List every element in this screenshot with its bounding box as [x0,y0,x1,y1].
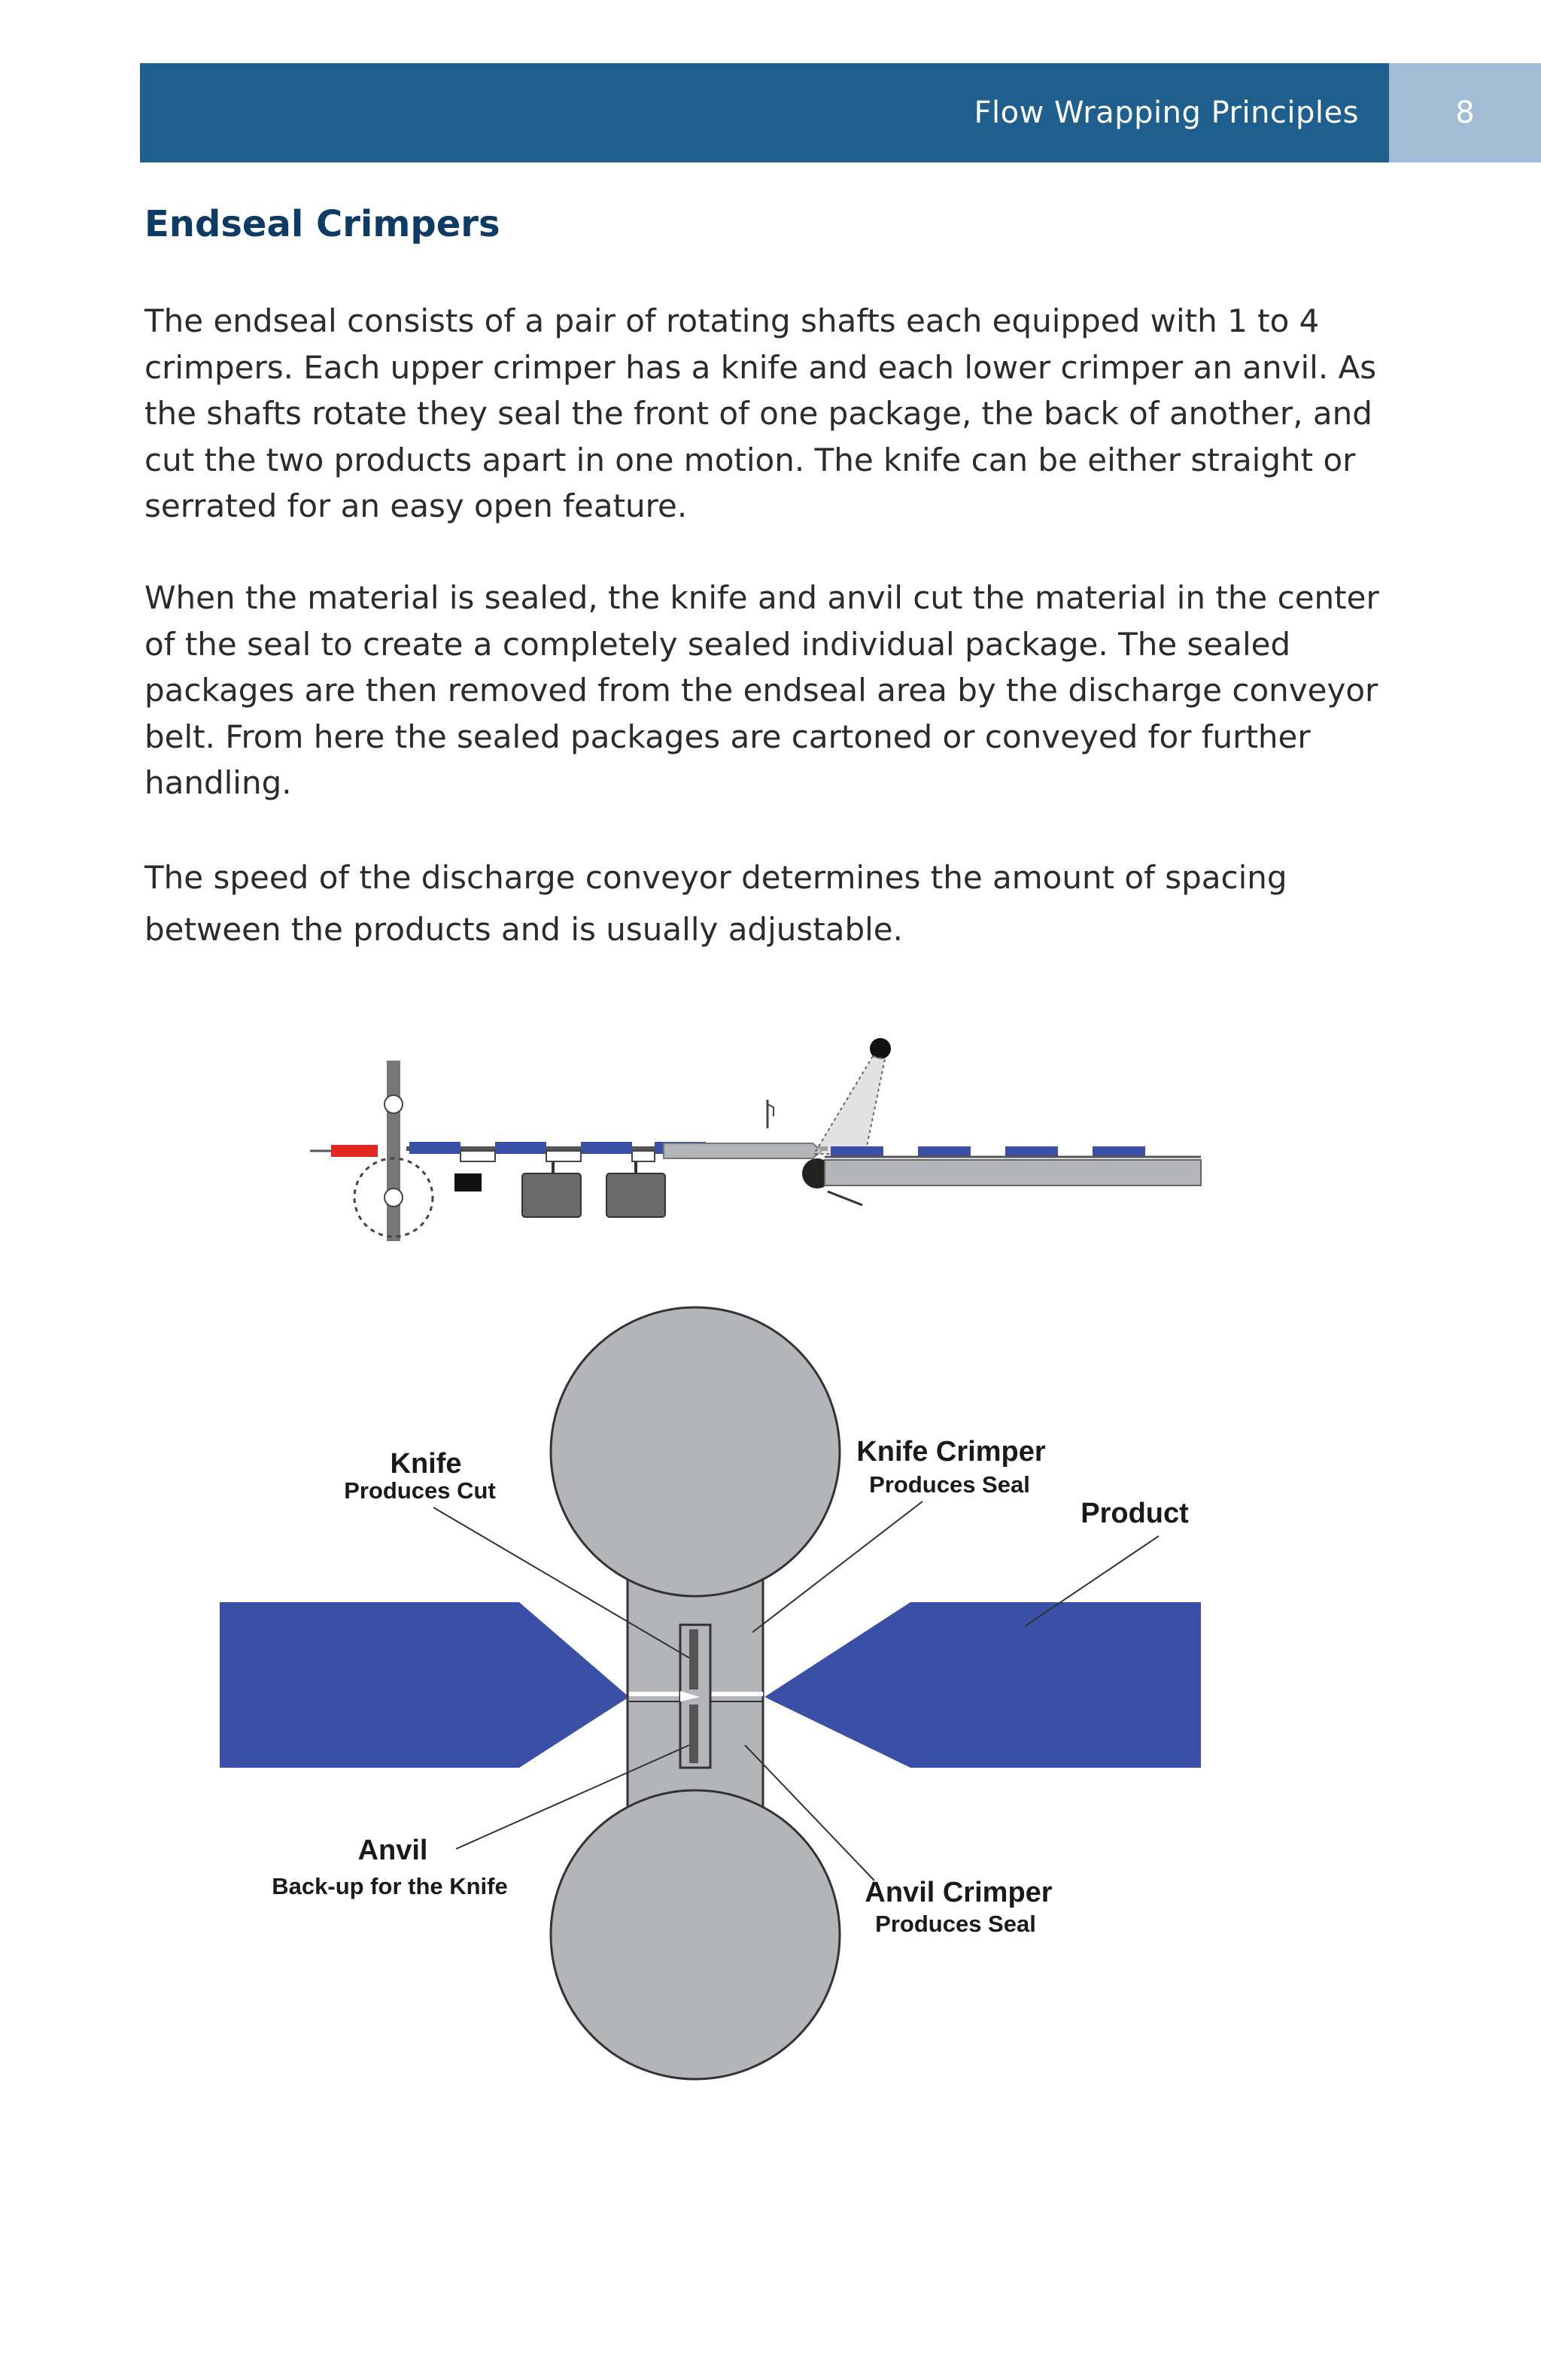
drive-roller-box [522,1173,581,1217]
infeed-product [581,1142,632,1154]
anvil-sublabel: Back-up for the Knife [272,1873,508,1899]
product-label: Product [1081,1498,1189,1529]
drive-block [454,1173,482,1192]
infeed-product [495,1142,546,1154]
sensor-beam [814,1056,885,1154]
sealed-package [831,1146,883,1157]
lower-shaft-hub [384,1188,403,1207]
flow-wrapper-schematic [310,1038,1201,1241]
sealed-package [1093,1146,1145,1157]
header-title: Flow Wrapping Principles [974,96,1359,130]
knife-crimper-sublabel: Produces Seal [869,1471,1030,1498]
gap-marker [632,1151,655,1161]
page-number: 8 [1455,96,1475,130]
crimper-detail [220,1307,1201,2079]
anvil-block [689,1705,698,1763]
infeed-product [409,1142,460,1154]
left-product [220,1602,629,1768]
roller-arm [828,1192,862,1205]
anvil-crimper-label: Anvil Crimper [865,1877,1053,1908]
paragraph-conveyor-speed: The speed of the discharge conveyor determines the amount of spacing between the products and is usually adjustable. [144,859,1287,948]
transfer-plate [664,1143,822,1158]
knife-crimper-label: Knife Crimper [856,1436,1046,1468]
photo-eye [870,1038,891,1059]
section-heading: Endseal Crimpers [144,203,500,245]
knife-label: Knife [390,1448,462,1480]
film-red-strip [331,1145,378,1157]
anvil-crimper-rotor [551,1790,840,2079]
knife-blade [689,1629,698,1689]
paragraph-sealing: When the material is sealed, the knife and anvil cut the material in the center of the seal to create a completely sealed individual package. The sealed packages are then removed from the endseal area by the discharge conveyor belt. From here the sealed packages are cartoned or conveyed for further handling. [144,579,1379,801]
right-product [764,1602,1201,1768]
discharge-conveyor [825,1160,1201,1185]
upper-shaft-hub [384,1095,403,1113]
sealed-package [1005,1146,1058,1157]
sealed-package [918,1146,971,1157]
gap-marker [546,1151,581,1161]
knife-sublabel: Produces Cut [344,1477,496,1504]
anvil-crimper-sublabel: Produces Seal [875,1911,1036,1937]
knife-crimper-rotor [551,1307,840,1596]
gap-marker [460,1151,495,1161]
anvil-label: Anvil [357,1835,428,1866]
endseal-shaft [387,1061,400,1241]
paragraph-endseal: The endseal consists of a pair of rotating shafts each equipped with 1 to 4 crimpers. Each upper crimper has a knife and each lower crimper an anvil. As the shafts rotate they seal the front of one package, the back of another, and cut the two products apart in one motion. The knife can be either straight or serrated for an easy open feature. [144,302,1377,524]
drive-roller-box [606,1173,665,1217]
